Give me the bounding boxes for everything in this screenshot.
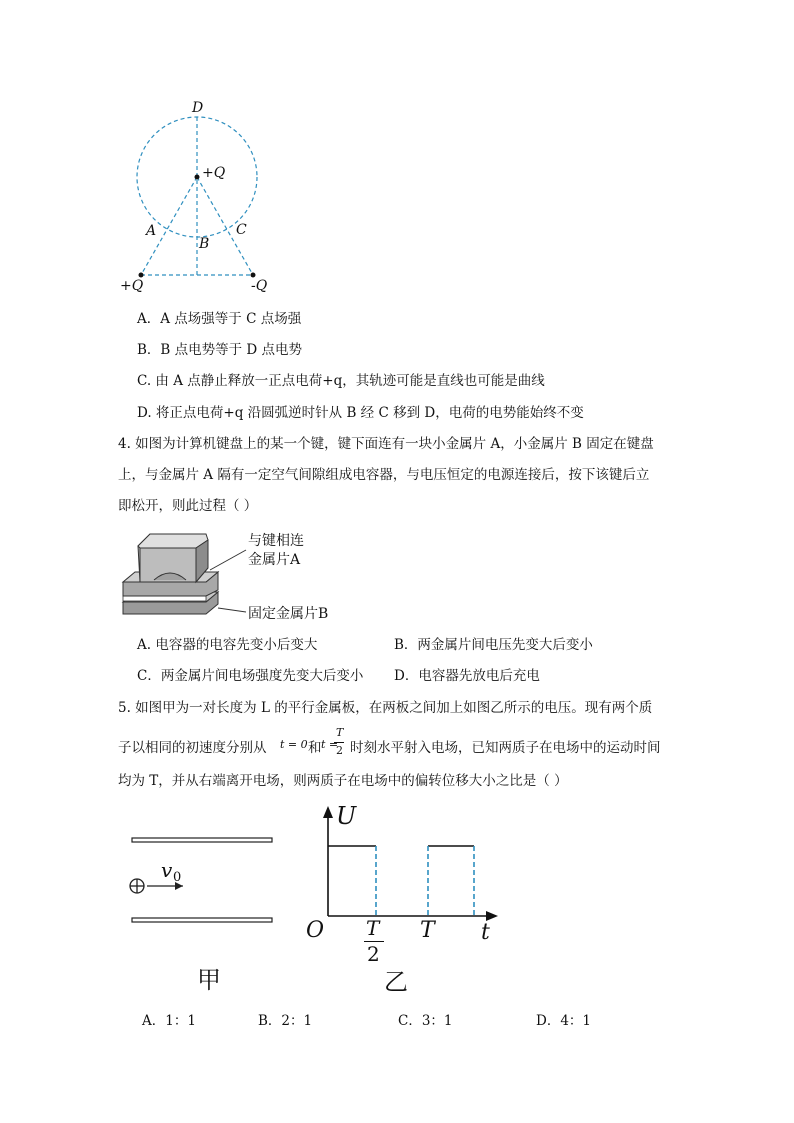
charges-diagram — [110, 95, 290, 300]
q5-option-b: B．2：1 — [258, 1013, 313, 1029]
q5-line2-t0: t = 0 — [280, 738, 308, 751]
label-A: A — [146, 223, 157, 239]
q5-line2-frac-bar — [334, 742, 344, 743]
q5-line2-part-b: 时刻水平射入电场，已知两质子在电场中的运动时间 — [350, 740, 661, 756]
axis-label-t: t — [481, 920, 490, 945]
figure-charges-circle — [110, 95, 290, 300]
figure-yi-voltage-graph — [300, 800, 510, 995]
label-minus-Q-right: -Q — [251, 278, 268, 294]
figure-keyboard-key — [118, 520, 348, 625]
key-label-bottom: 固定金属片B — [248, 606, 329, 622]
caption-jia: 甲 — [197, 966, 221, 994]
label-C: C — [236, 222, 247, 238]
q4-option-a: A. 电容器的电容先变小后变大 — [137, 637, 318, 653]
key-label-line-2: 金属片A — [248, 552, 301, 568]
figure-jia-plates — [125, 830, 285, 995]
caption-yi: 乙 — [384, 968, 408, 996]
q5-line2-frac-den: 2 — [336, 744, 343, 757]
tick-T-half-den: 2 — [367, 942, 380, 966]
q5-line2-frac-num: T — [336, 726, 344, 739]
q5-option-d: D．4：1 — [536, 1013, 592, 1029]
voltage-waveform — [300, 800, 510, 930]
tick-T-half-num: T — [366, 916, 380, 940]
label-B: B — [199, 236, 210, 252]
plates-diagram — [125, 830, 285, 940]
q4-stem-line-3: 即松开，则此过程（ ） — [118, 498, 258, 514]
q3-option-a: A．A 点场强等于 C 点场强 — [137, 311, 302, 327]
tick-T: T — [420, 918, 435, 943]
q5-line2-and: 和 — [308, 740, 322, 756]
q5-line2-t-eq: t = — [321, 738, 339, 751]
v0-subscript: 0 — [173, 870, 182, 885]
label-plus-Q-left: +Q — [120, 278, 144, 294]
v0-label: v — [161, 858, 173, 882]
q4-option-c: C．两金属片间电场强度先变大后变小 — [137, 668, 364, 684]
q5-stem-line-1: 5. 如图甲为一对长度为 L 的平行金属板，在两板之间加上如图乙所示的电压。现有两个质 — [118, 700, 653, 716]
q5-stem-line-3: 均为 T，并从右端离开电场，则两质子在电场中的偏转位移大小之比是（ ） — [118, 773, 568, 789]
q4-option-b: B．两金属片间电压先变大后变小 — [394, 637, 593, 653]
q3-option-b: B．B 点电势等于 D 点电势 — [137, 342, 303, 358]
key-label-line-1: 与键相连 — [248, 533, 304, 549]
q3-option-d: D. 将正点电荷+q 沿圆弧逆时针从 B 经 C 移到 D，电荷的电势能始终不变 — [137, 405, 584, 421]
q4-stem-line-2: 上，与金属片 A 隔有一定空气间隙组成电容器，与电压恒定的电源连接后，按下该键后立 — [118, 467, 650, 483]
q5-line2-part-a: 子以相同的初速度分别从 — [118, 740, 267, 756]
q3-option-c: C. 由 A 点静止释放一正点电荷+q，其轨迹可能是直线也可能是曲线 — [137, 373, 545, 389]
axis-label-O: O — [306, 918, 325, 943]
q4-option-d: D．电容器先放电后充电 — [394, 668, 540, 684]
label-plus-Q-center: +Q — [202, 165, 226, 181]
q5-option-a: A．1：1 — [142, 1013, 196, 1029]
q5-stem-line-2 — [118, 726, 698, 766]
q4-stem-line-1: 4. 如图为计算机键盘上的某一个键，键下面连有一块小金属片 A，小金属片 B 固定在键盘 — [118, 436, 654, 452]
axis-label-U: U — [336, 802, 357, 830]
q5-option-c: C．3：1 — [398, 1013, 453, 1029]
label-D: D — [192, 100, 204, 116]
